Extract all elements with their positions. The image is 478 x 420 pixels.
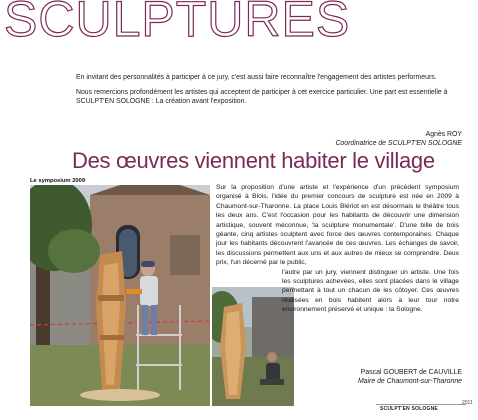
signature-name: Pascal GOUBERT de CAUVILLE bbox=[360, 369, 462, 376]
intro-paragraph: En invitant des personnalités à participer à ce jury, c'est aussi faire reconnaître l'engagement des artistes performeurs. bbox=[76, 74, 437, 81]
signature-bottom bbox=[300, 368, 462, 386]
article-paragraph: l'autre par un jury, viennent distinguer un artiste. Une fois les sculptures achevées, elles sont placées dans le village permettant à tout un chacun de les côtoyer. Ces œuvres réalisées en bois habitent alors à leur tour notre environnement préservé et unique : la Sologne. bbox=[282, 268, 459, 314]
footer-brand: SCULPT'EN SOLOGNE bbox=[380, 406, 438, 412]
page-title: SCULPTURES bbox=[4, 0, 351, 47]
photo-caption: Le symposium 2009 bbox=[30, 178, 86, 184]
article-headline: Des œuvres viennent habiter le village bbox=[72, 148, 435, 173]
signature-role: Coordinatrice de SCULPT'EN SOLOGNE bbox=[335, 140, 462, 147]
article-paragraph: Sur la proposition d'une artiste et l'expérience d'un précédent symposium organisé à Blois, l'idée du premier concours de sculpture est née en 2009 à Chaumont-sur-Tharonne. La place Louis Blériot en est désormais le théâtre tous les deux ans. C'est l'occasion pour les habitants de découvrir une dimension artistique, souvent méconnue, 'la sculpture monumentale'. D'une bille de bois géante, cinq artistes sculptent avec force des œuvres contemporaines. Chaque jour les habitants découvrent l'avancée de ces œuvres. Les échanges de savoir, les discussions permettent aux uns et aux autres de mieux se comprendre. Deux prix, l'un décerné par le public, bbox=[216, 184, 459, 267]
signature-name: Agnès ROY bbox=[425, 131, 462, 138]
signature-top bbox=[300, 130, 462, 148]
signature-role: Maire de Chaumont-sur-Tharonne bbox=[357, 378, 462, 385]
footer-divider bbox=[376, 404, 466, 405]
footer-year: 2011 bbox=[462, 400, 473, 406]
article-body bbox=[216, 183, 459, 315]
symposium-photo bbox=[30, 185, 210, 406]
intro-text bbox=[76, 73, 462, 113]
intro-paragraph: Nous remercions profondément les artistes qui acceptent de participer à cet exercice particulier. Une part est essentielle à SCULPT'EN SOLOGNE : La création avant l'exposition. bbox=[76, 89, 448, 106]
